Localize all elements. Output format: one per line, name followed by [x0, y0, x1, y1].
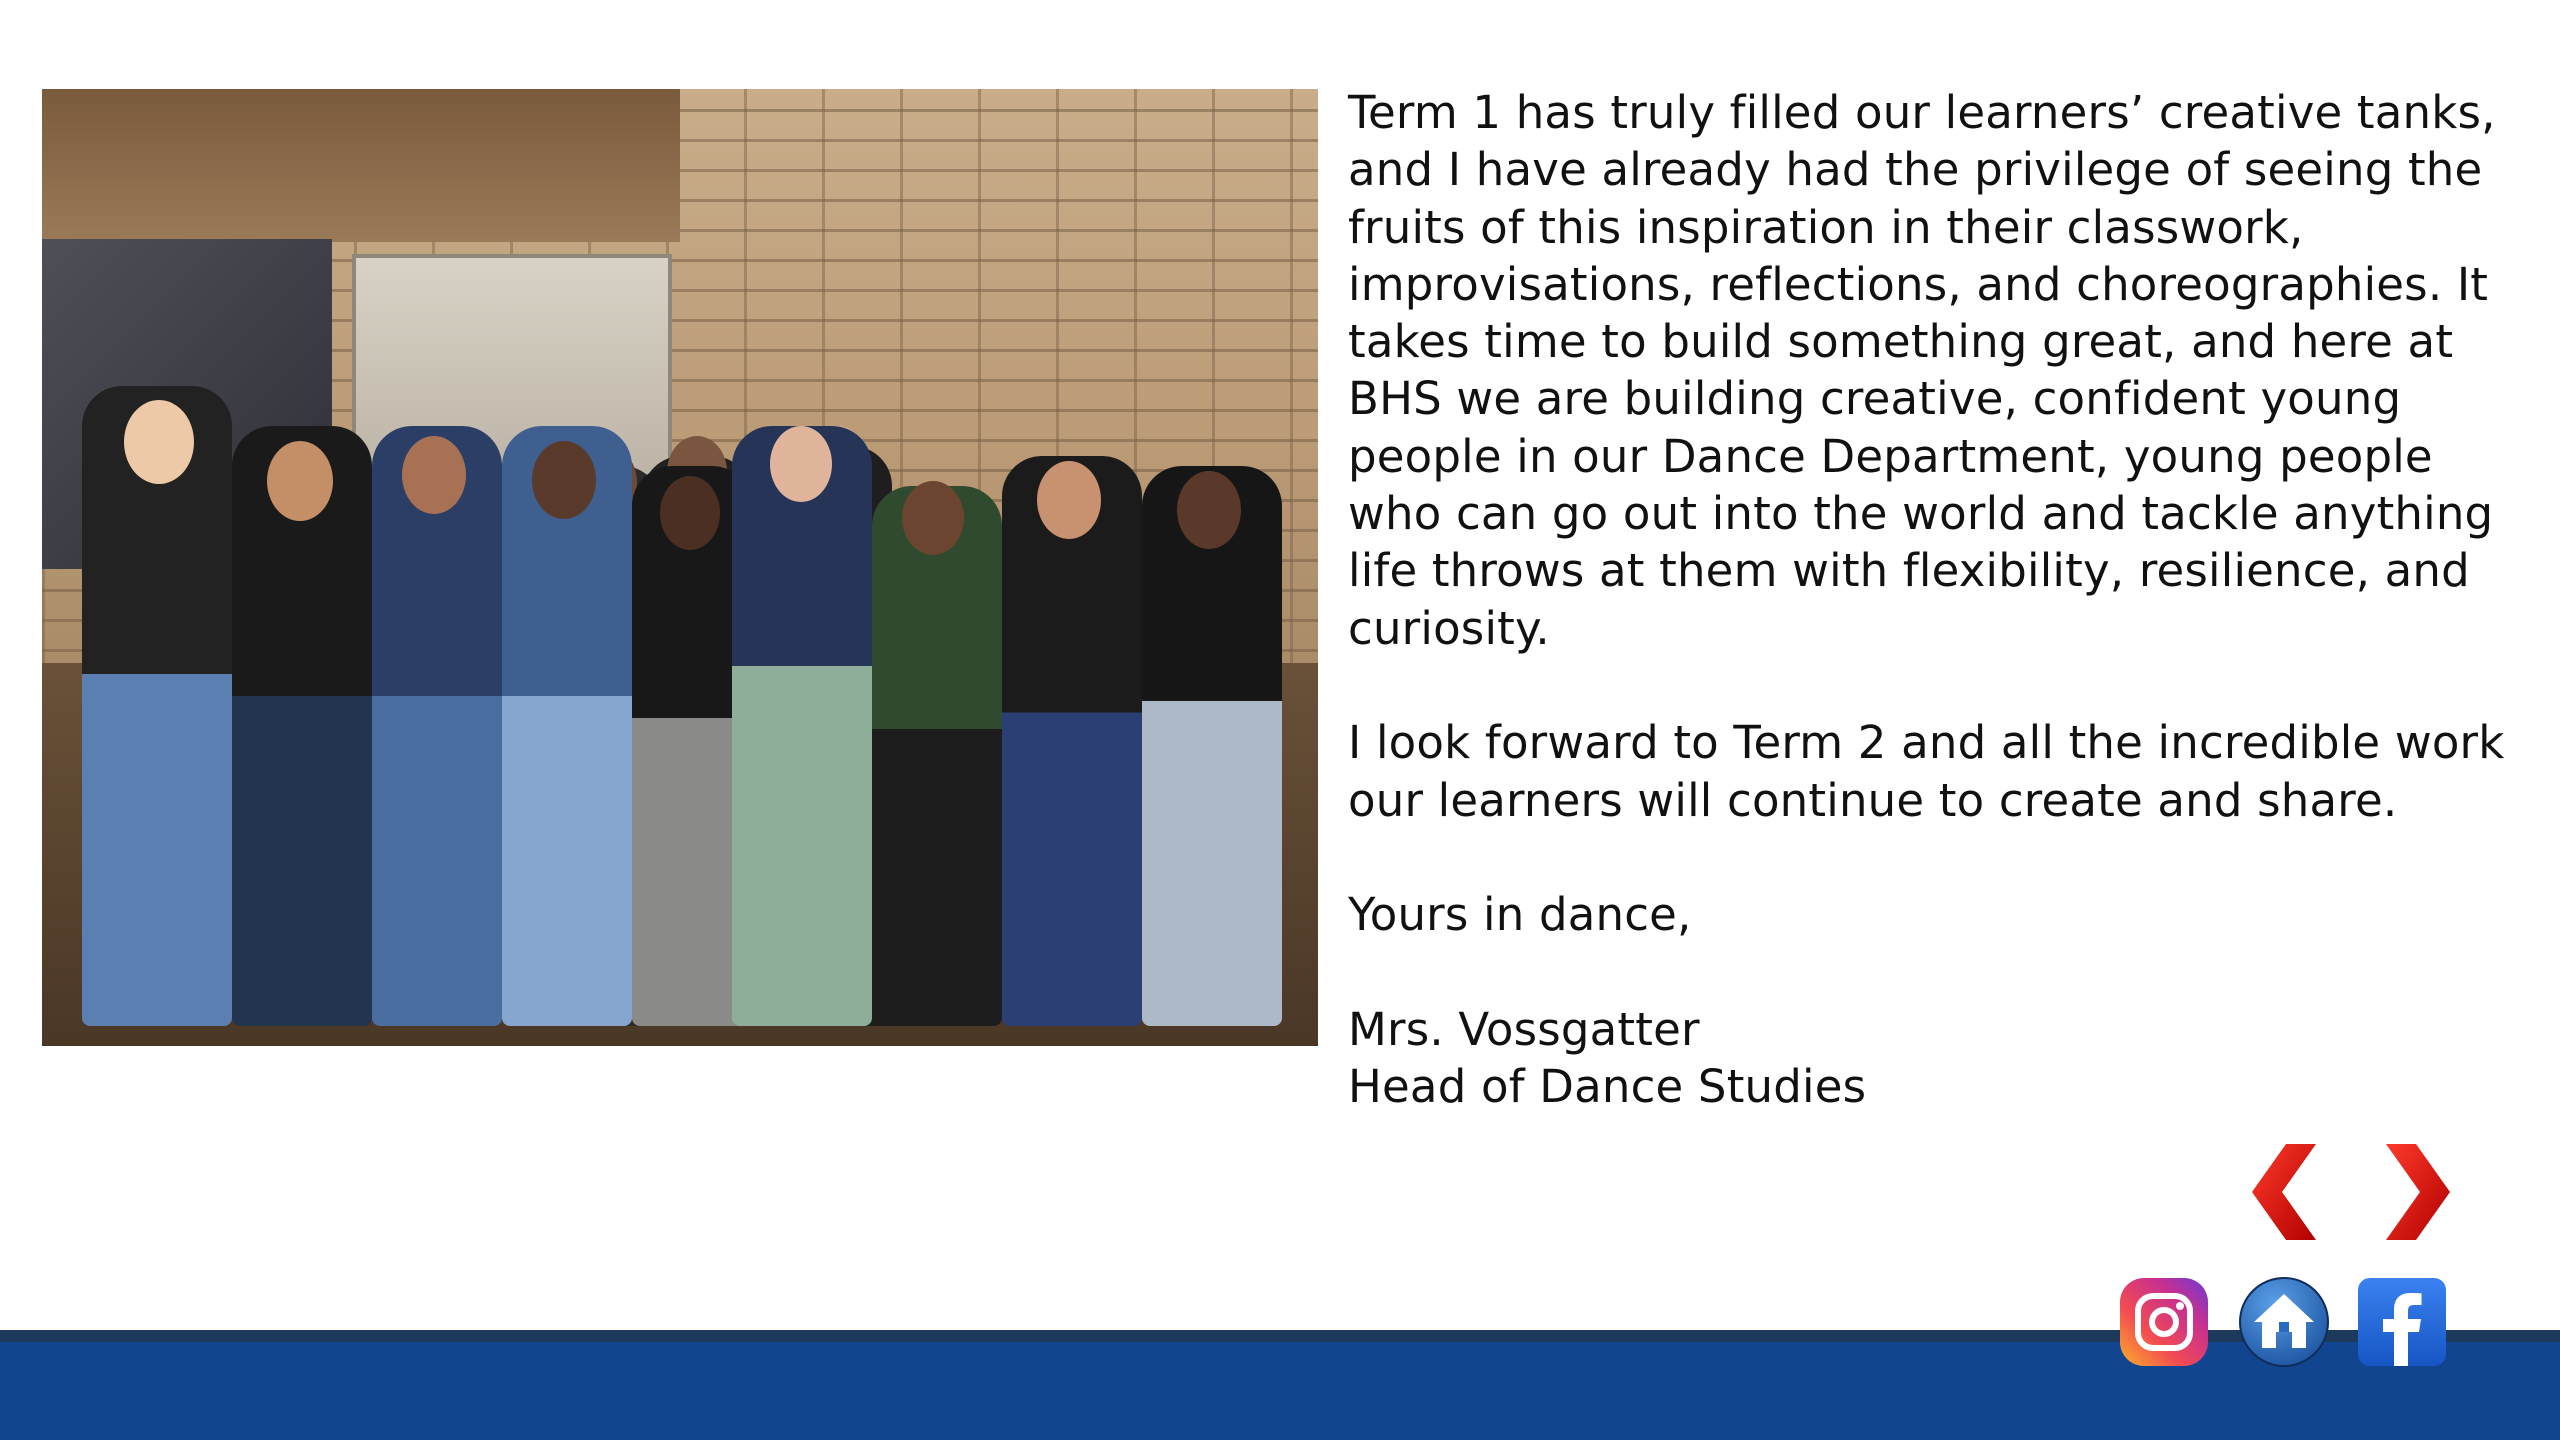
photo-people — [82, 386, 1282, 1026]
letter-paragraph-1: Term 1 has truly filled our learners’ creative tanks, and I have already had the privilege of seeing the fruits of this inspiration in their classwork, improvisations, reflections, and choreographies. It takes time to build something great, and here at BHS we are building creative, confident young people in our Dance Department, young people who can go out into the world and tackle anything life throws at them with flexibility, resilience, and curiosity. — [1348, 86, 2511, 655]
photo-ceiling — [42, 89, 680, 242]
letter-body — [1348, 84, 2528, 1115]
letter-paragraph-2: I look forward to Term 2 and all the incredible work our learners will continue to create and share. — [1348, 716, 2520, 827]
group-photo — [42, 89, 1318, 1046]
facebook-icon — [2356, 1276, 2448, 1368]
chevron-right-icon — [2376, 1140, 2456, 1244]
letter-closing: Yours in dance, — [1348, 888, 1692, 942]
instagram-icon — [2118, 1276, 2210, 1368]
signature-title: Head of Dance Studies — [1348, 1060, 1867, 1114]
next-page-button[interactable] — [2376, 1140, 2456, 1244]
home-link[interactable] — [2238, 1276, 2330, 1368]
instagram-link[interactable] — [2118, 1276, 2210, 1368]
previous-page-button[interactable] — [2246, 1140, 2326, 1244]
home-icon — [2238, 1276, 2330, 1368]
facebook-link[interactable] — [2356, 1276, 2448, 1368]
chevron-left-icon — [2246, 1140, 2326, 1244]
signature-name: Mrs. Vossgatter — [1348, 1002, 1700, 1056]
